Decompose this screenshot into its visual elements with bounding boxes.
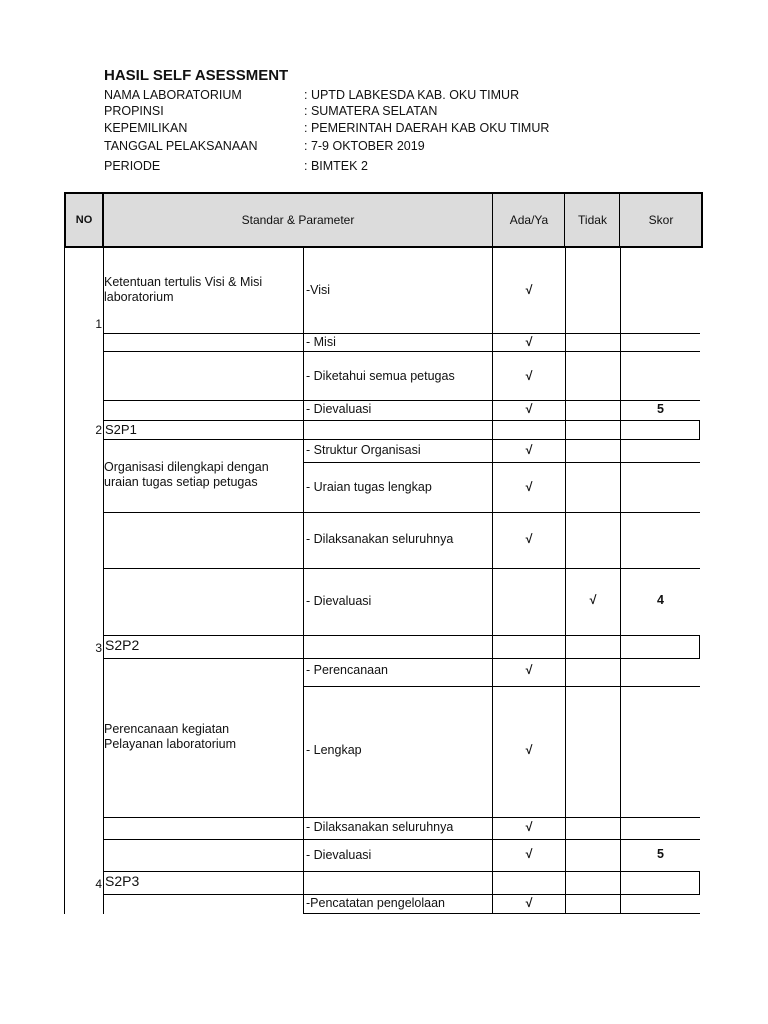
field-value-date: : 7-9 OKTOBER 2019 bbox=[304, 139, 425, 153]
field-label-province: PROPINSI bbox=[104, 104, 164, 118]
section-code: S2P3 bbox=[105, 873, 140, 889]
standard-text-1: Ketentuan tertulis Visi & Misi laboratorium bbox=[104, 275, 263, 304]
column-header-ada: Ada/Ya bbox=[509, 213, 549, 227]
field-label-period: PERIODE bbox=[104, 159, 161, 173]
param-label: - Dievaluasi bbox=[306, 402, 372, 416]
field-label-date: TANGGAL PELAKSANAAN bbox=[104, 139, 258, 153]
row-number-1: 1 bbox=[95, 317, 102, 331]
check-mark-ada: √ bbox=[525, 896, 533, 910]
param-label: - Dievaluasi bbox=[306, 848, 372, 862]
param-label: - Diketahui semua petugas bbox=[306, 369, 455, 383]
field-value-ownership: : PEMERINTAH DAERAH KAB OKU TIMUR bbox=[304, 121, 550, 135]
param-label: -Pencatatan pengelolaan bbox=[306, 896, 446, 910]
document-title: HASIL SELF ASESSMENT bbox=[104, 67, 289, 84]
param-label: - Dievaluasi bbox=[306, 594, 372, 608]
check-mark-ada: √ bbox=[525, 402, 533, 416]
check-mark-ada: √ bbox=[525, 532, 533, 546]
score-value: 5 bbox=[657, 847, 664, 861]
standard-text-3: Perencanaan kegiatan Pelayanan laboratorium bbox=[104, 722, 237, 751]
row-number-4: 4 bbox=[95, 877, 102, 891]
param-label: - Uraian tugas lengkap bbox=[306, 480, 432, 494]
param-label: - Lengkap bbox=[306, 743, 362, 757]
score-value: 4 bbox=[657, 593, 664, 607]
check-mark-ada: √ bbox=[525, 335, 533, 349]
score-value: 5 bbox=[657, 402, 664, 416]
check-mark-tidak: √ bbox=[589, 593, 597, 607]
section-code: S2P1 bbox=[105, 422, 137, 437]
field-label-lab-name: NAMA LABORATORIUM bbox=[104, 88, 242, 102]
param-label: -Visi bbox=[306, 283, 331, 297]
row-number-3: 3 bbox=[95, 641, 102, 655]
field-value-province: : SUMATERA SELATAN bbox=[304, 104, 438, 118]
check-mark-ada: √ bbox=[525, 283, 533, 297]
param-label: - Misi bbox=[306, 335, 336, 349]
check-mark-ada: √ bbox=[525, 820, 533, 834]
standard-text-2: Organisasi dilengkapi dengan uraian tugas setiap petugas bbox=[104, 460, 269, 489]
column-header-standar: Standar & Parameter bbox=[241, 213, 355, 227]
param-label: - Perencanaan bbox=[306, 663, 389, 677]
param-label: - Struktur Organisasi bbox=[306, 443, 421, 457]
column-header-skor: Skor bbox=[648, 213, 674, 227]
field-label-ownership: KEPEMILIKAN bbox=[104, 121, 188, 135]
param-label: - Dilaksanakan seluruhnya bbox=[306, 820, 454, 834]
check-mark-ada: √ bbox=[525, 443, 533, 457]
param-label: - Dilaksanakan seluruhnya bbox=[306, 532, 454, 546]
column-header-tidak: Tidak bbox=[578, 213, 607, 227]
check-mark-ada: √ bbox=[525, 743, 533, 757]
check-mark-ada: √ bbox=[525, 369, 533, 383]
row-number-2: 2 bbox=[95, 423, 102, 437]
section-code: S2P2 bbox=[105, 637, 140, 653]
check-mark-ada: √ bbox=[525, 847, 533, 861]
field-value-period: : BIMTEK 2 bbox=[304, 159, 368, 173]
field-value-lab-name: : UPTD LABKESDA KAB. OKU TIMUR bbox=[304, 88, 520, 102]
check-mark-ada: √ bbox=[525, 480, 533, 494]
column-header-no: NO bbox=[75, 214, 93, 226]
check-mark-ada: √ bbox=[525, 663, 533, 677]
